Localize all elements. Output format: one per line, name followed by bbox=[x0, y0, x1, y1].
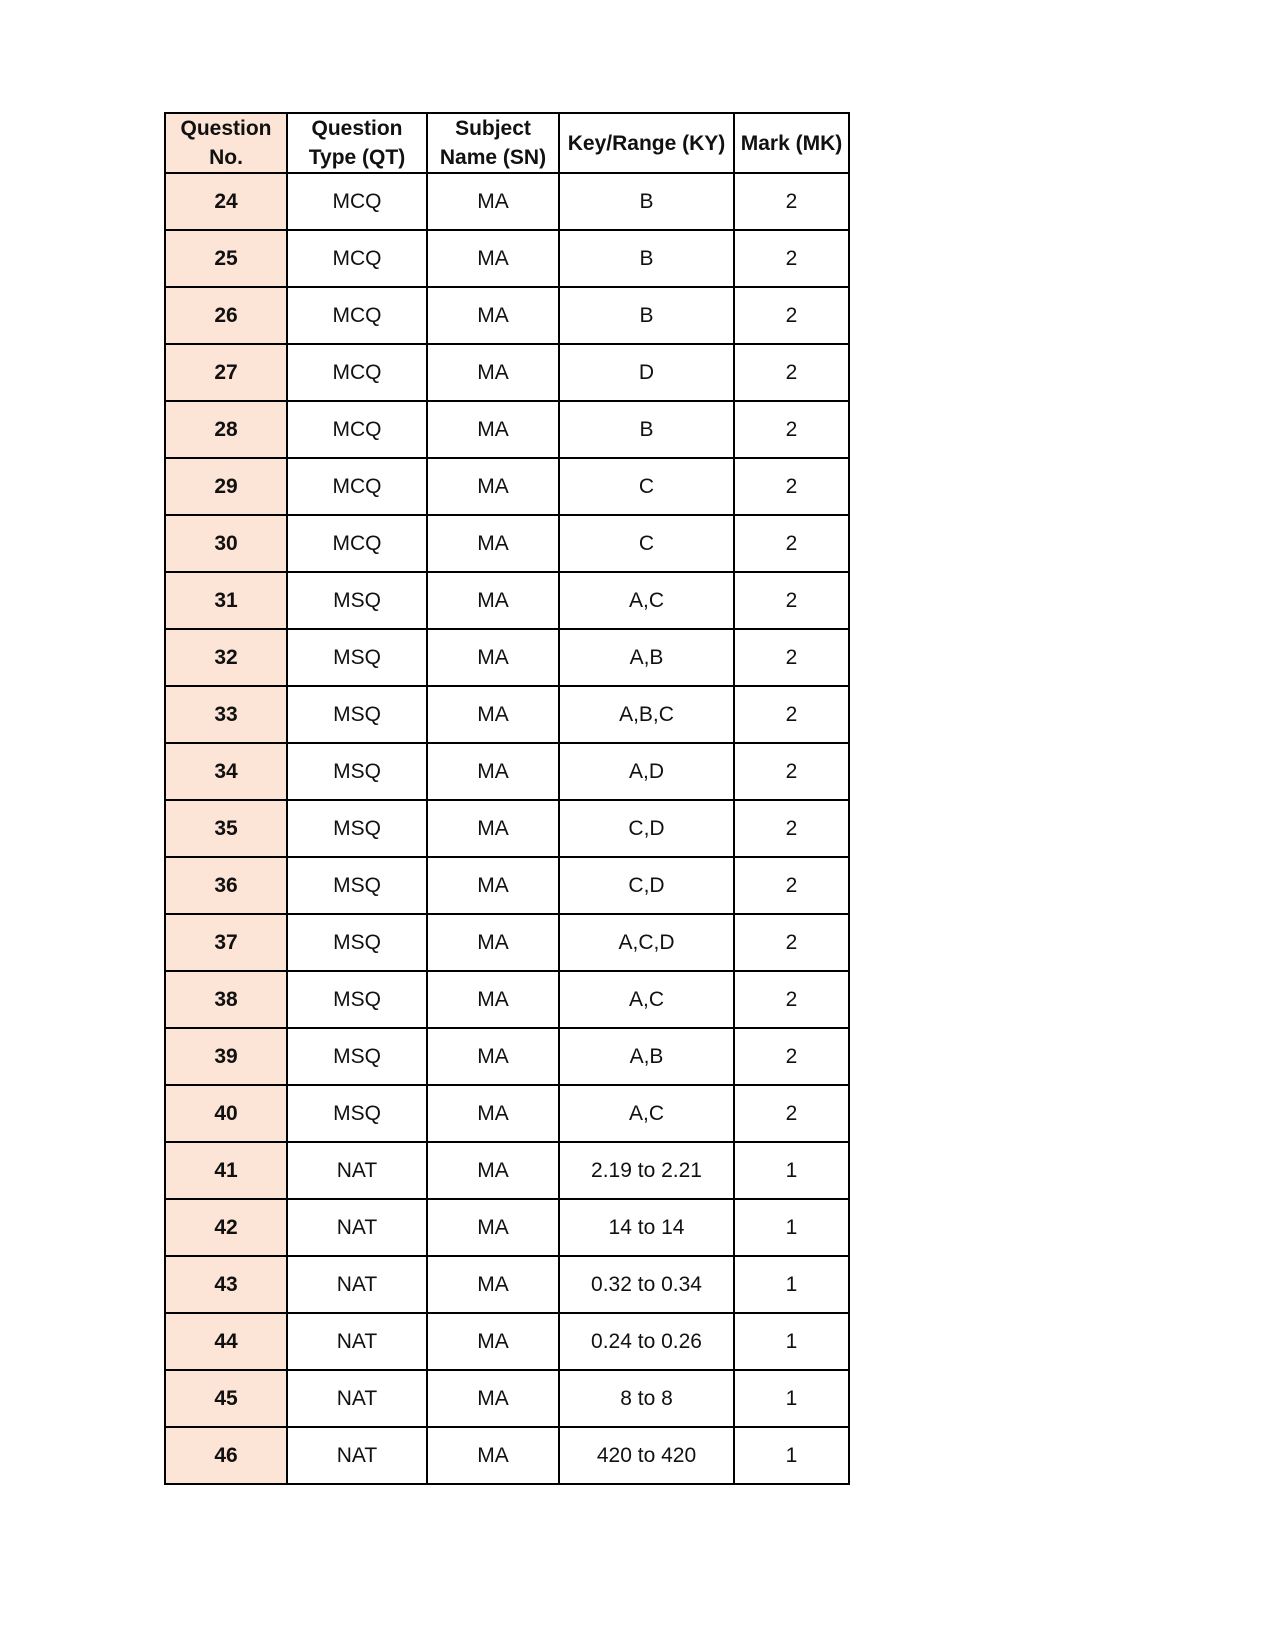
cell-subject-name: MA bbox=[427, 629, 559, 686]
cell-question-no: 28 bbox=[165, 401, 287, 458]
cell-mark: 1 bbox=[734, 1256, 849, 1313]
cell-key-range: B bbox=[559, 230, 734, 287]
cell-key-range: C,D bbox=[559, 800, 734, 857]
cell-key-range: 8 to 8 bbox=[559, 1370, 734, 1427]
cell-question-type: MCQ bbox=[287, 458, 427, 515]
table-body bbox=[165, 173, 849, 1484]
cell-key-range: A,B bbox=[559, 1028, 734, 1085]
cell-key-range: B bbox=[559, 173, 734, 230]
cell-question-type: NAT bbox=[287, 1199, 427, 1256]
cell-subject-name: MA bbox=[427, 1256, 559, 1313]
cell-question-type: MSQ bbox=[287, 1028, 427, 1085]
cell-question-type: MSQ bbox=[287, 857, 427, 914]
cell-mark: 2 bbox=[734, 857, 849, 914]
table-row bbox=[165, 173, 849, 230]
cell-subject-name: MA bbox=[427, 1427, 559, 1484]
table-row bbox=[165, 1313, 849, 1370]
table-row bbox=[165, 629, 849, 686]
cell-question-no: 32 bbox=[165, 629, 287, 686]
cell-subject-name: MA bbox=[427, 458, 559, 515]
cell-subject-name: MA bbox=[427, 971, 559, 1028]
table-row bbox=[165, 686, 849, 743]
cell-question-type: NAT bbox=[287, 1142, 427, 1199]
cell-mark: 2 bbox=[734, 173, 849, 230]
cell-mark: 2 bbox=[734, 287, 849, 344]
header-row bbox=[165, 113, 849, 173]
table-row bbox=[165, 1028, 849, 1085]
cell-key-range: 2.19 to 2.21 bbox=[559, 1142, 734, 1199]
cell-question-no: 27 bbox=[165, 344, 287, 401]
cell-mark: 1 bbox=[734, 1142, 849, 1199]
cell-question-no: 41 bbox=[165, 1142, 287, 1199]
cell-key-range: A,C,D bbox=[559, 914, 734, 971]
cell-question-no: 42 bbox=[165, 1199, 287, 1256]
header-key-range: Key/Range (KY) bbox=[559, 113, 734, 173]
table-row bbox=[165, 1370, 849, 1427]
header-mark: Mark (MK) bbox=[734, 113, 849, 173]
cell-mark: 2 bbox=[734, 344, 849, 401]
cell-subject-name: MA bbox=[427, 1142, 559, 1199]
cell-question-no: 33 bbox=[165, 686, 287, 743]
cell-question-no: 24 bbox=[165, 173, 287, 230]
cell-question-type: MCQ bbox=[287, 401, 427, 458]
cell-key-range: C bbox=[559, 458, 734, 515]
cell-subject-name: MA bbox=[427, 287, 559, 344]
table-row bbox=[165, 743, 849, 800]
header-subject-name: Subject Name (SN) bbox=[427, 113, 559, 173]
cell-question-no: 37 bbox=[165, 914, 287, 971]
cell-question-type: NAT bbox=[287, 1370, 427, 1427]
cell-question-no: 26 bbox=[165, 287, 287, 344]
cell-subject-name: MA bbox=[427, 1199, 559, 1256]
cell-subject-name: MA bbox=[427, 1370, 559, 1427]
cell-key-range: A,B,C bbox=[559, 686, 734, 743]
table-row bbox=[165, 914, 849, 971]
cell-subject-name: MA bbox=[427, 743, 559, 800]
table-row bbox=[165, 857, 849, 914]
cell-question-no: 31 bbox=[165, 572, 287, 629]
cell-mark: 1 bbox=[734, 1370, 849, 1427]
cell-key-range: A,B bbox=[559, 629, 734, 686]
answer-key-table bbox=[164, 112, 850, 1485]
cell-mark: 2 bbox=[734, 1085, 849, 1142]
cell-question-type: MSQ bbox=[287, 914, 427, 971]
table-row bbox=[165, 458, 849, 515]
cell-question-no: 43 bbox=[165, 1256, 287, 1313]
cell-key-range: C,D bbox=[559, 857, 734, 914]
cell-subject-name: MA bbox=[427, 401, 559, 458]
cell-question-type: NAT bbox=[287, 1256, 427, 1313]
cell-question-type: MCQ bbox=[287, 230, 427, 287]
cell-key-range: 14 to 14 bbox=[559, 1199, 734, 1256]
cell-question-no: 44 bbox=[165, 1313, 287, 1370]
cell-subject-name: MA bbox=[427, 572, 559, 629]
cell-question-type: MSQ bbox=[287, 686, 427, 743]
cell-mark: 1 bbox=[734, 1199, 849, 1256]
cell-key-range: 0.32 to 0.34 bbox=[559, 1256, 734, 1313]
table-row bbox=[165, 230, 849, 287]
cell-key-range: D bbox=[559, 344, 734, 401]
cell-subject-name: MA bbox=[427, 800, 559, 857]
cell-key-range: A,C bbox=[559, 971, 734, 1028]
cell-question-type: NAT bbox=[287, 1313, 427, 1370]
cell-mark: 1 bbox=[734, 1427, 849, 1484]
cell-subject-name: MA bbox=[427, 1028, 559, 1085]
table-row bbox=[165, 401, 849, 458]
cell-question-no: 29 bbox=[165, 458, 287, 515]
table-header bbox=[165, 113, 849, 173]
cell-mark: 2 bbox=[734, 458, 849, 515]
cell-key-range: B bbox=[559, 287, 734, 344]
cell-mark: 2 bbox=[734, 743, 849, 800]
cell-question-type: MCQ bbox=[287, 515, 427, 572]
table-row bbox=[165, 971, 849, 1028]
cell-mark: 2 bbox=[734, 686, 849, 743]
cell-mark: 2 bbox=[734, 629, 849, 686]
cell-key-range: 420 to 420 bbox=[559, 1427, 734, 1484]
cell-question-no: 40 bbox=[165, 1085, 287, 1142]
cell-key-range: 0.24 to 0.26 bbox=[559, 1313, 734, 1370]
cell-question-no: 39 bbox=[165, 1028, 287, 1085]
cell-subject-name: MA bbox=[427, 173, 559, 230]
cell-mark: 2 bbox=[734, 1028, 849, 1085]
cell-question-no: 25 bbox=[165, 230, 287, 287]
cell-question-type: NAT bbox=[287, 1427, 427, 1484]
cell-mark: 2 bbox=[734, 971, 849, 1028]
cell-mark: 2 bbox=[734, 401, 849, 458]
cell-mark: 2 bbox=[734, 515, 849, 572]
cell-key-range: C bbox=[559, 515, 734, 572]
table-row bbox=[165, 1256, 849, 1313]
cell-key-range: A,C bbox=[559, 1085, 734, 1142]
cell-question-no: 45 bbox=[165, 1370, 287, 1427]
cell-subject-name: MA bbox=[427, 230, 559, 287]
header-question-type: Question Type (QT) bbox=[287, 113, 427, 173]
table-row bbox=[165, 287, 849, 344]
cell-question-type: MSQ bbox=[287, 1085, 427, 1142]
table-row bbox=[165, 1085, 849, 1142]
cell-key-range: A,C bbox=[559, 572, 734, 629]
cell-question-no: 34 bbox=[165, 743, 287, 800]
table-row bbox=[165, 344, 849, 401]
cell-question-type: MSQ bbox=[287, 629, 427, 686]
table-row bbox=[165, 572, 849, 629]
cell-subject-name: MA bbox=[427, 686, 559, 743]
cell-question-no: 36 bbox=[165, 857, 287, 914]
table-row bbox=[165, 1142, 849, 1199]
cell-question-type: MCQ bbox=[287, 344, 427, 401]
cell-mark: 2 bbox=[734, 914, 849, 971]
table-row bbox=[165, 1199, 849, 1256]
cell-subject-name: MA bbox=[427, 515, 559, 572]
table-row bbox=[165, 800, 849, 857]
table-row bbox=[165, 515, 849, 572]
cell-subject-name: MA bbox=[427, 1313, 559, 1370]
cell-subject-name: MA bbox=[427, 857, 559, 914]
cell-question-type: MSQ bbox=[287, 971, 427, 1028]
cell-mark: 2 bbox=[734, 572, 849, 629]
cell-mark: 1 bbox=[734, 1313, 849, 1370]
cell-subject-name: MA bbox=[427, 1085, 559, 1142]
cell-question-type: MCQ bbox=[287, 287, 427, 344]
cell-question-type: MCQ bbox=[287, 173, 427, 230]
header-question-no: Question No. bbox=[165, 113, 287, 173]
cell-mark: 2 bbox=[734, 230, 849, 287]
cell-question-type: MSQ bbox=[287, 800, 427, 857]
table-row bbox=[165, 1427, 849, 1484]
cell-question-no: 30 bbox=[165, 515, 287, 572]
cell-key-range: A,D bbox=[559, 743, 734, 800]
cell-mark: 2 bbox=[734, 800, 849, 857]
cell-question-type: MSQ bbox=[287, 572, 427, 629]
cell-key-range: B bbox=[559, 401, 734, 458]
cell-question-no: 35 bbox=[165, 800, 287, 857]
cell-question-no: 38 bbox=[165, 971, 287, 1028]
cell-subject-name: MA bbox=[427, 344, 559, 401]
cell-question-type: MSQ bbox=[287, 743, 427, 800]
cell-question-no: 46 bbox=[165, 1427, 287, 1484]
cell-subject-name: MA bbox=[427, 914, 559, 971]
